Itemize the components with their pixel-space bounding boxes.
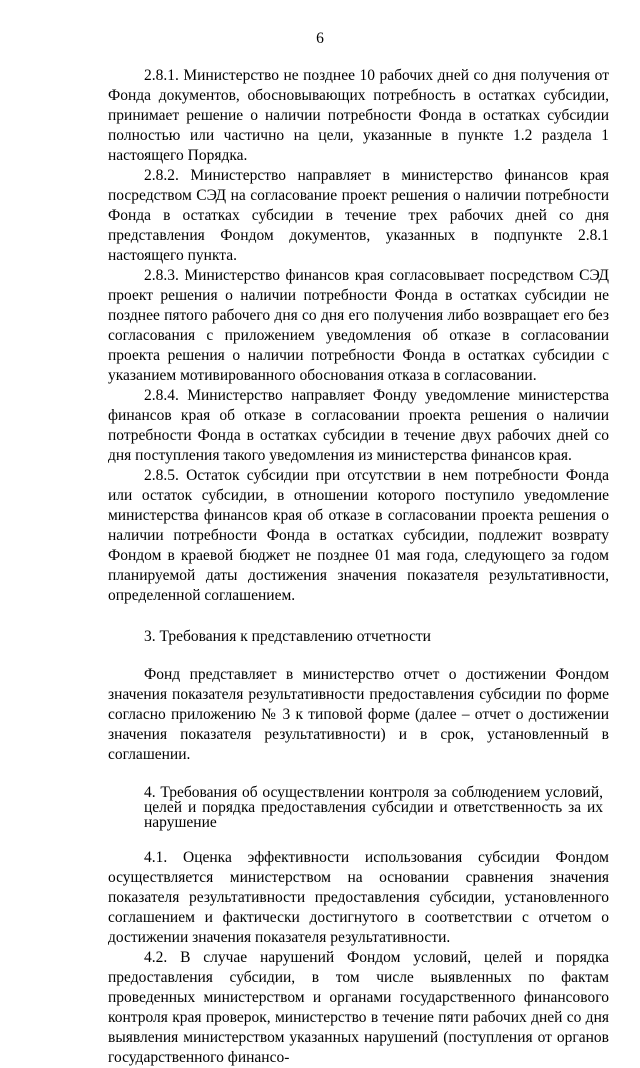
paragraph-2-8-2: 2.8.2. Министерство направляет в министерство финансов края посредством СЭД на согласование проект решения о наличии потребности Фонда в остатках субсидии в течение трех рабочих дней со дня представления Фондом документов, указанных в подпункте 2.8.1 настоящего пункта. [108,167,609,264]
paragraph-2-8-1: 2.8.1. Министерство не позднее 10 рабочих дней со дня получения от Фонда документов, обосновывающих потребность в остатках субсидии, принимает решение о наличии потребности Фонда в остатках субсидии полностью или частично на цели, указанные в пункте 1.2 раздела 1 настоящего Порядка. [108,67,609,164]
paragraph-4-1: 4.1. Оценка эффективности использования субсидии Фондом осуществляется министерством на основании сравнения значения показателя результативности предоставления субсидии, установленного соглашением и фактически достигнутого в соответствии с отчетом о достижении значения показателя результативности. [108,849,609,946]
paragraph-3-1: Фонд представляет в министерство отчет о достижении Фондом значения показателя результативности предоставления субсидии по форме согласно приложению № 3 к типовой форме (далее – отчет о достижении значения показателя результативности) и в срок, установленный в соглашении. [108,666,609,763]
document-body [108,66,609,1068]
section-3-heading: 3. Требования к представлению отчетности [144,628,431,645]
paragraph-2-8-4: 2.8.4. Министерство направляет Фонду уведомление министерства финансов края об отказе в согласовании проекта решения о наличии потребности Фонда в остатках субсидии в течение двух рабочих дней со дня поступления такого уведомления из министерства финансов края. [108,387,609,464]
page-number: 6 [316,30,324,47]
section-4-heading: 4. Требования об осуществлении контроля за соблюдением условий, целей и порядка предоставления субсидии и ответственность за их нарушение [144,784,603,831]
paragraph-2-8-5: 2.8.5. Остаток субсидии при отсутствии в нем потребности Фонда или остаток субсидии, в отношении которого поступило уведомление министерства финансов края об отказе в согласовании проекта решения о наличии потребности Фонда в остатках субсидии, подлежит возврату Фондом в краевой бюджет не позднее 01 мая года, следующего за годом планируемой даты достижения значения показателя результативности, определенной соглашением. [108,467,609,604]
paragraph-4-2: 4.2. В случае нарушений Фондом условий, целей и порядка предоставления субсидии, в том числе выявленных по фактам проведенных министерством и органами государственного финансового контроля края проверок, министерство в течение пяти рабочих дней со дня выявления министерством указанных нарушений (поступления от органов государственного финансо- [108,949,609,1066]
paragraph-2-8-3: 2.8.3. Министерство финансов края согласовывает посредством СЭД проект решения о наличии потребности Фонда в остатках субсидии не позднее пятого рабочего дня со дня его получения либо возвращает его без согласования с приложением уведомления об отказе в согласовании проекта решения о наличии потребности Фонда в остатках субсидии с указанием мотивированного обоснования отказа в согласовании. [108,267,609,384]
